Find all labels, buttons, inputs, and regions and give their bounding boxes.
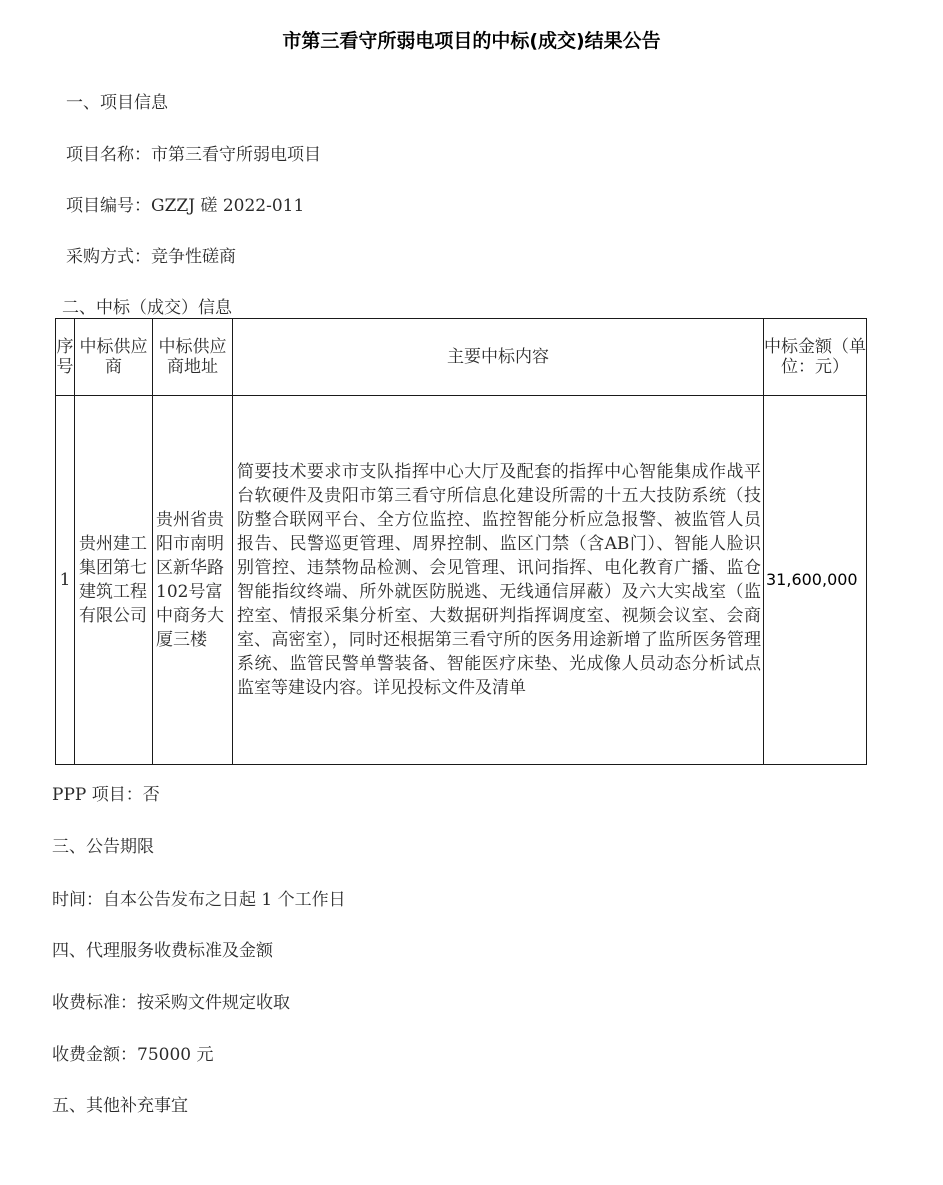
cell-supplier: 贵州建工集团第七建筑工程有限公司 (75, 396, 153, 765)
section-5-heading: 五、其他补充事宜 (52, 1096, 188, 1116)
project-number-row (66, 191, 304, 216)
fee-standard-row (52, 988, 290, 1013)
fee-standard-label: 收费标准： (52, 993, 137, 1013)
procurement-method-row (66, 242, 236, 267)
project-name-value: 市第三看守所弱电项目 (151, 145, 321, 165)
ppp-value: 否 (142, 785, 160, 805)
award-table (55, 318, 867, 765)
section-4-heading: 四、代理服务收费标准及金额 (52, 941, 273, 961)
table-row (56, 396, 867, 765)
fee-amount-row (52, 1040, 213, 1065)
period-value: 自本公告发布之日起 1 个工作日 (103, 890, 346, 910)
header-address: 中标供应商地址 (153, 319, 233, 396)
ppp-label: PPP 项目： (52, 785, 143, 805)
project-number-value: GZZJ 磋 2022-011 (151, 196, 305, 216)
cell-amount: 31,600,000 (764, 396, 867, 765)
header-supplier: 中标供应商 (75, 319, 153, 396)
ppp-row (52, 780, 160, 805)
section-3-heading: 三、公告期限 (52, 837, 154, 857)
project-name-label: 项目名称： (66, 145, 151, 165)
fee-amount-value: 75000 元 (137, 1045, 214, 1065)
project-number-label: 项目编号： (66, 196, 151, 216)
period-row (52, 885, 346, 910)
header-seq: 序号 (56, 319, 75, 396)
procurement-method-label: 采购方式： (66, 247, 151, 267)
fee-standard-value: 按采购文件规定收取 (137, 993, 290, 1013)
procurement-method-value: 竞争性磋商 (151, 247, 236, 267)
notice-title: 市第三看守所弱电项目的中标(成交)结果公告 (282, 30, 661, 52)
section-1-heading: 一、项目信息 (66, 93, 168, 113)
cell-address: 贵州省贵阳市南明区新华路102号富中商务大厦三楼 (153, 396, 233, 765)
fee-amount-label: 收费金额： (52, 1045, 137, 1065)
cell-content: 简要技术要求市支队指挥中心大厅及配套的指挥中心智能集成作战平台软硬件及贵阳市第三看守所信息化建设所需的十五大技防系统（技防整合联网平台、全方位监控、监控智能分析应急报警、被监管人员报告、民警巡更管理、周界控制、监区门禁（含AB门）、智能人脸识别管控、违禁物品检测、会见管理、讯问指挥、电化教育广播、监仓智能指纹终端、所外就医防脱逃、无线通信屏蔽）及六大实战室（监控室、情报采集分析室、大数据研判指挥调度室、视频会议室、会商室、高密室），同时还根据第三看守所的医务用途新增了监所医务管理系统、监管民警单警装备、智能医疗床垫、光成像人员动态分析试点监室等建设内容。详见投标文件及清单 (233, 396, 764, 765)
cell-seq: 1 (56, 396, 75, 765)
project-name-row (66, 140, 321, 165)
header-content: 主要中标内容 (233, 319, 764, 396)
header-amount: 中标金额（单位：元） (764, 319, 867, 396)
period-label: 时间： (52, 890, 103, 910)
table-header-row (56, 319, 867, 396)
section-2-heading: 二、中标（成交）信息 (62, 298, 232, 318)
